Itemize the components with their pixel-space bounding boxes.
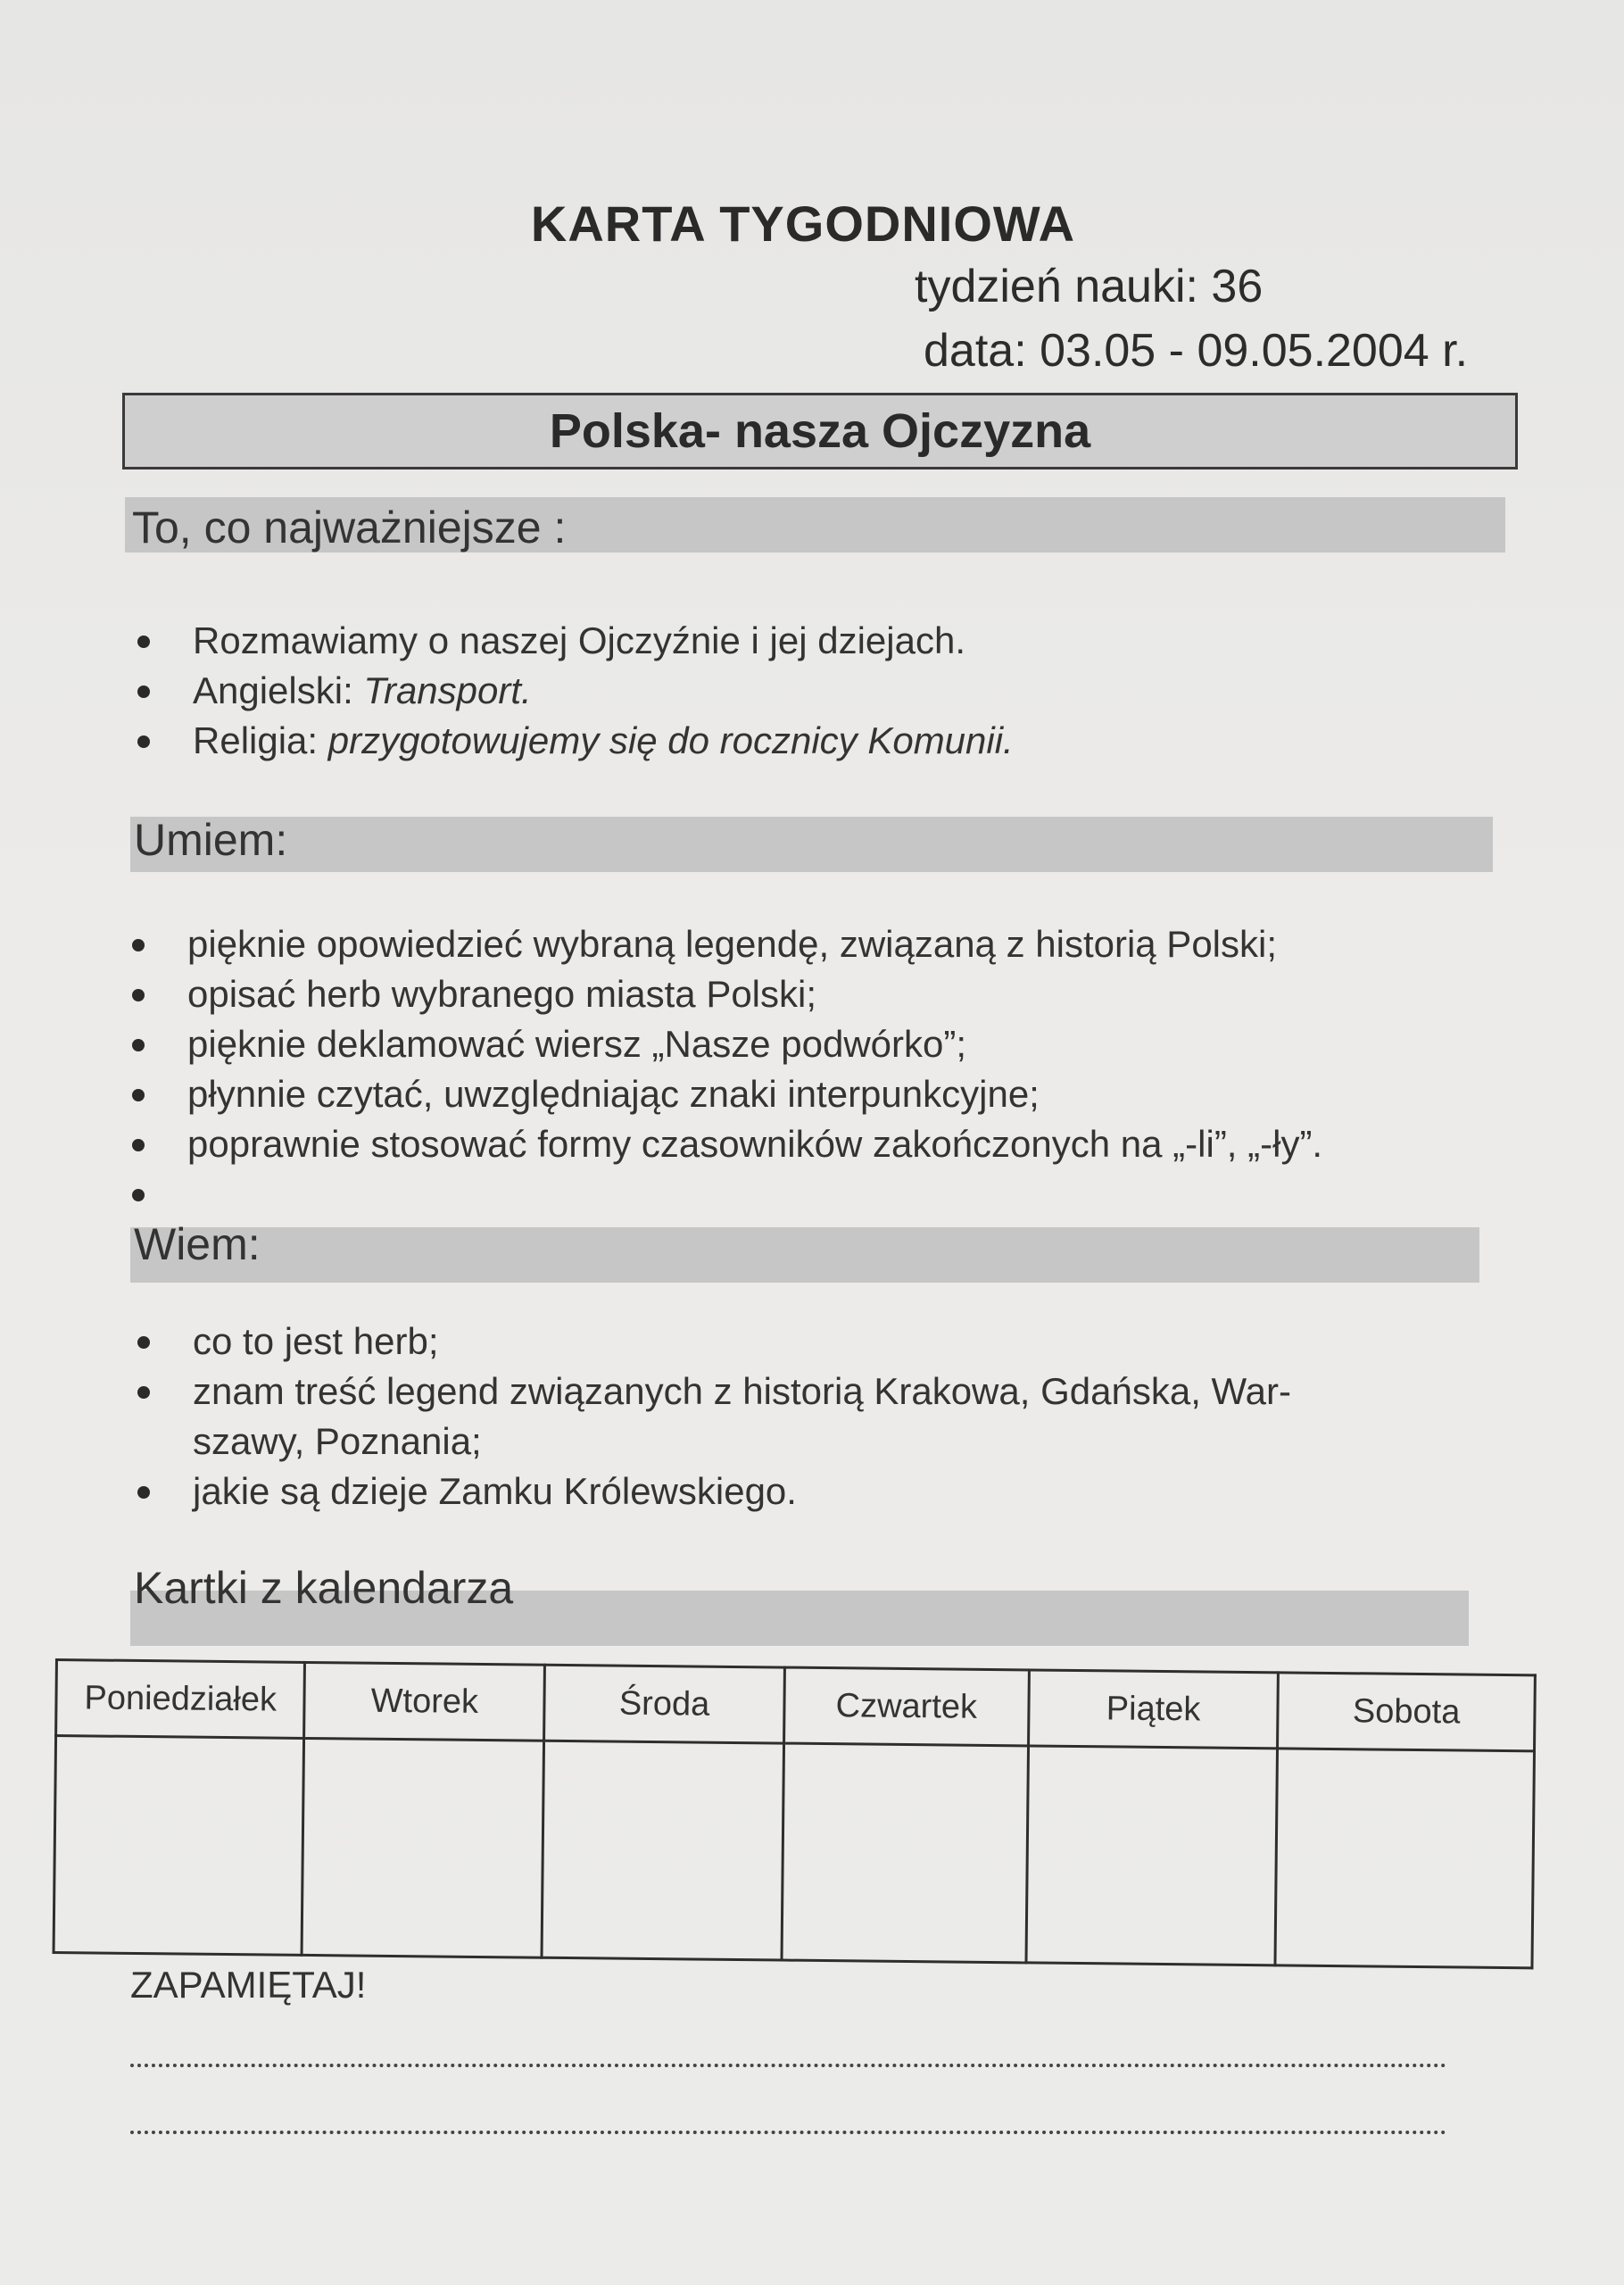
list-item: płynnie czytać, uwzględniając znaki interpunkcyjne; [125,1069,1322,1119]
bullet-icon [132,1189,145,1201]
date-range: data: 03.05 - 09.05.2004 r. [924,325,1469,377]
topic-banner: Polska- nasza Ojczyzna [122,393,1518,469]
week-number: tydzień nauki: 36 [915,261,1264,312]
bullet-icon [132,1139,145,1151]
day-thursday: Czwartek [783,1667,1029,1746]
list-item: szawy, Poznania; [193,1420,482,1462]
list-item: poprawnie stosować formy czasowników zakończonych na „-li”, „-ły”. [125,1119,1322,1169]
day-wednesday: Środa [544,1665,784,1743]
most-important-list [130,616,1014,766]
i-can-list [125,919,1322,1169]
list-item: Rozmawiamy o naszej Ojczyźnie i jej dziejach. [130,616,1014,666]
list-item: znam treść legend związanych z historią Krakowa, Gdańska, War- [130,1367,1291,1417]
calendar-cell[interactable] [1275,1749,1534,1968]
bullet-icon [137,1386,150,1399]
page-title: KARTA TYGODNIOWA [530,195,1076,252]
calendar-cell[interactable] [782,1743,1029,1963]
section-heading-most-important: To, co najważniejsze : [132,503,567,553]
list-item: Angielski: Transport. [130,666,1014,716]
day-monday: Poniedziałek [56,1660,305,1739]
bullet-icon [137,735,150,748]
list-item: jakie są dzieje Zamku Królewskiego. [130,1467,1291,1516]
day-tuesday: Wtorek [304,1662,545,1741]
bullet-icon [132,939,145,951]
list-item: Religia: przygotowujemy się do rocznicy Komunii. [130,716,1014,766]
bullet-icon [137,1336,150,1349]
calendar-body-row [54,1736,1534,1968]
section-heading-i-can: Umiem: [134,815,288,865]
list-item: pięknie deklamować wiersz „Nasze podwórko”; [125,1019,1322,1069]
section-heading-calendar: Kartki z kalendarza [134,1563,514,1613]
bullet-icon [132,989,145,1001]
writing-line[interactable] [130,2064,1446,2067]
calendar-cell[interactable] [302,1738,544,1957]
calendar-table [53,1658,1537,1969]
list-item: co to jest herb; [130,1317,1291,1367]
remember-label: ZAPAMIĘTAJ! [130,1964,367,2006]
section-band [130,817,1493,872]
day-saturday: Sobota [1278,1673,1535,1751]
calendar-cell[interactable] [54,1736,304,1956]
writing-line[interactable] [130,2131,1446,2134]
day-friday: Piątek [1028,1670,1278,1749]
calendar-cell[interactable] [1026,1746,1278,1965]
bullet-icon [137,686,150,698]
section-band [130,1227,1479,1283]
section-heading-i-know: Wiem: [134,1219,261,1269]
bullet-icon [132,1039,145,1051]
list-item: opisać herb wybranego miasta Polski; [125,969,1322,1019]
bullet-icon [137,636,150,648]
bullet-icon [132,1089,145,1101]
bullet-icon [137,1486,150,1499]
week-meta [915,254,1468,383]
calendar-cell[interactable] [542,1741,783,1960]
i-know-list [130,1317,1291,1516]
list-item: pięknie opowiedzieć wybraną legendę, związaną z historią Polski; [125,919,1322,969]
